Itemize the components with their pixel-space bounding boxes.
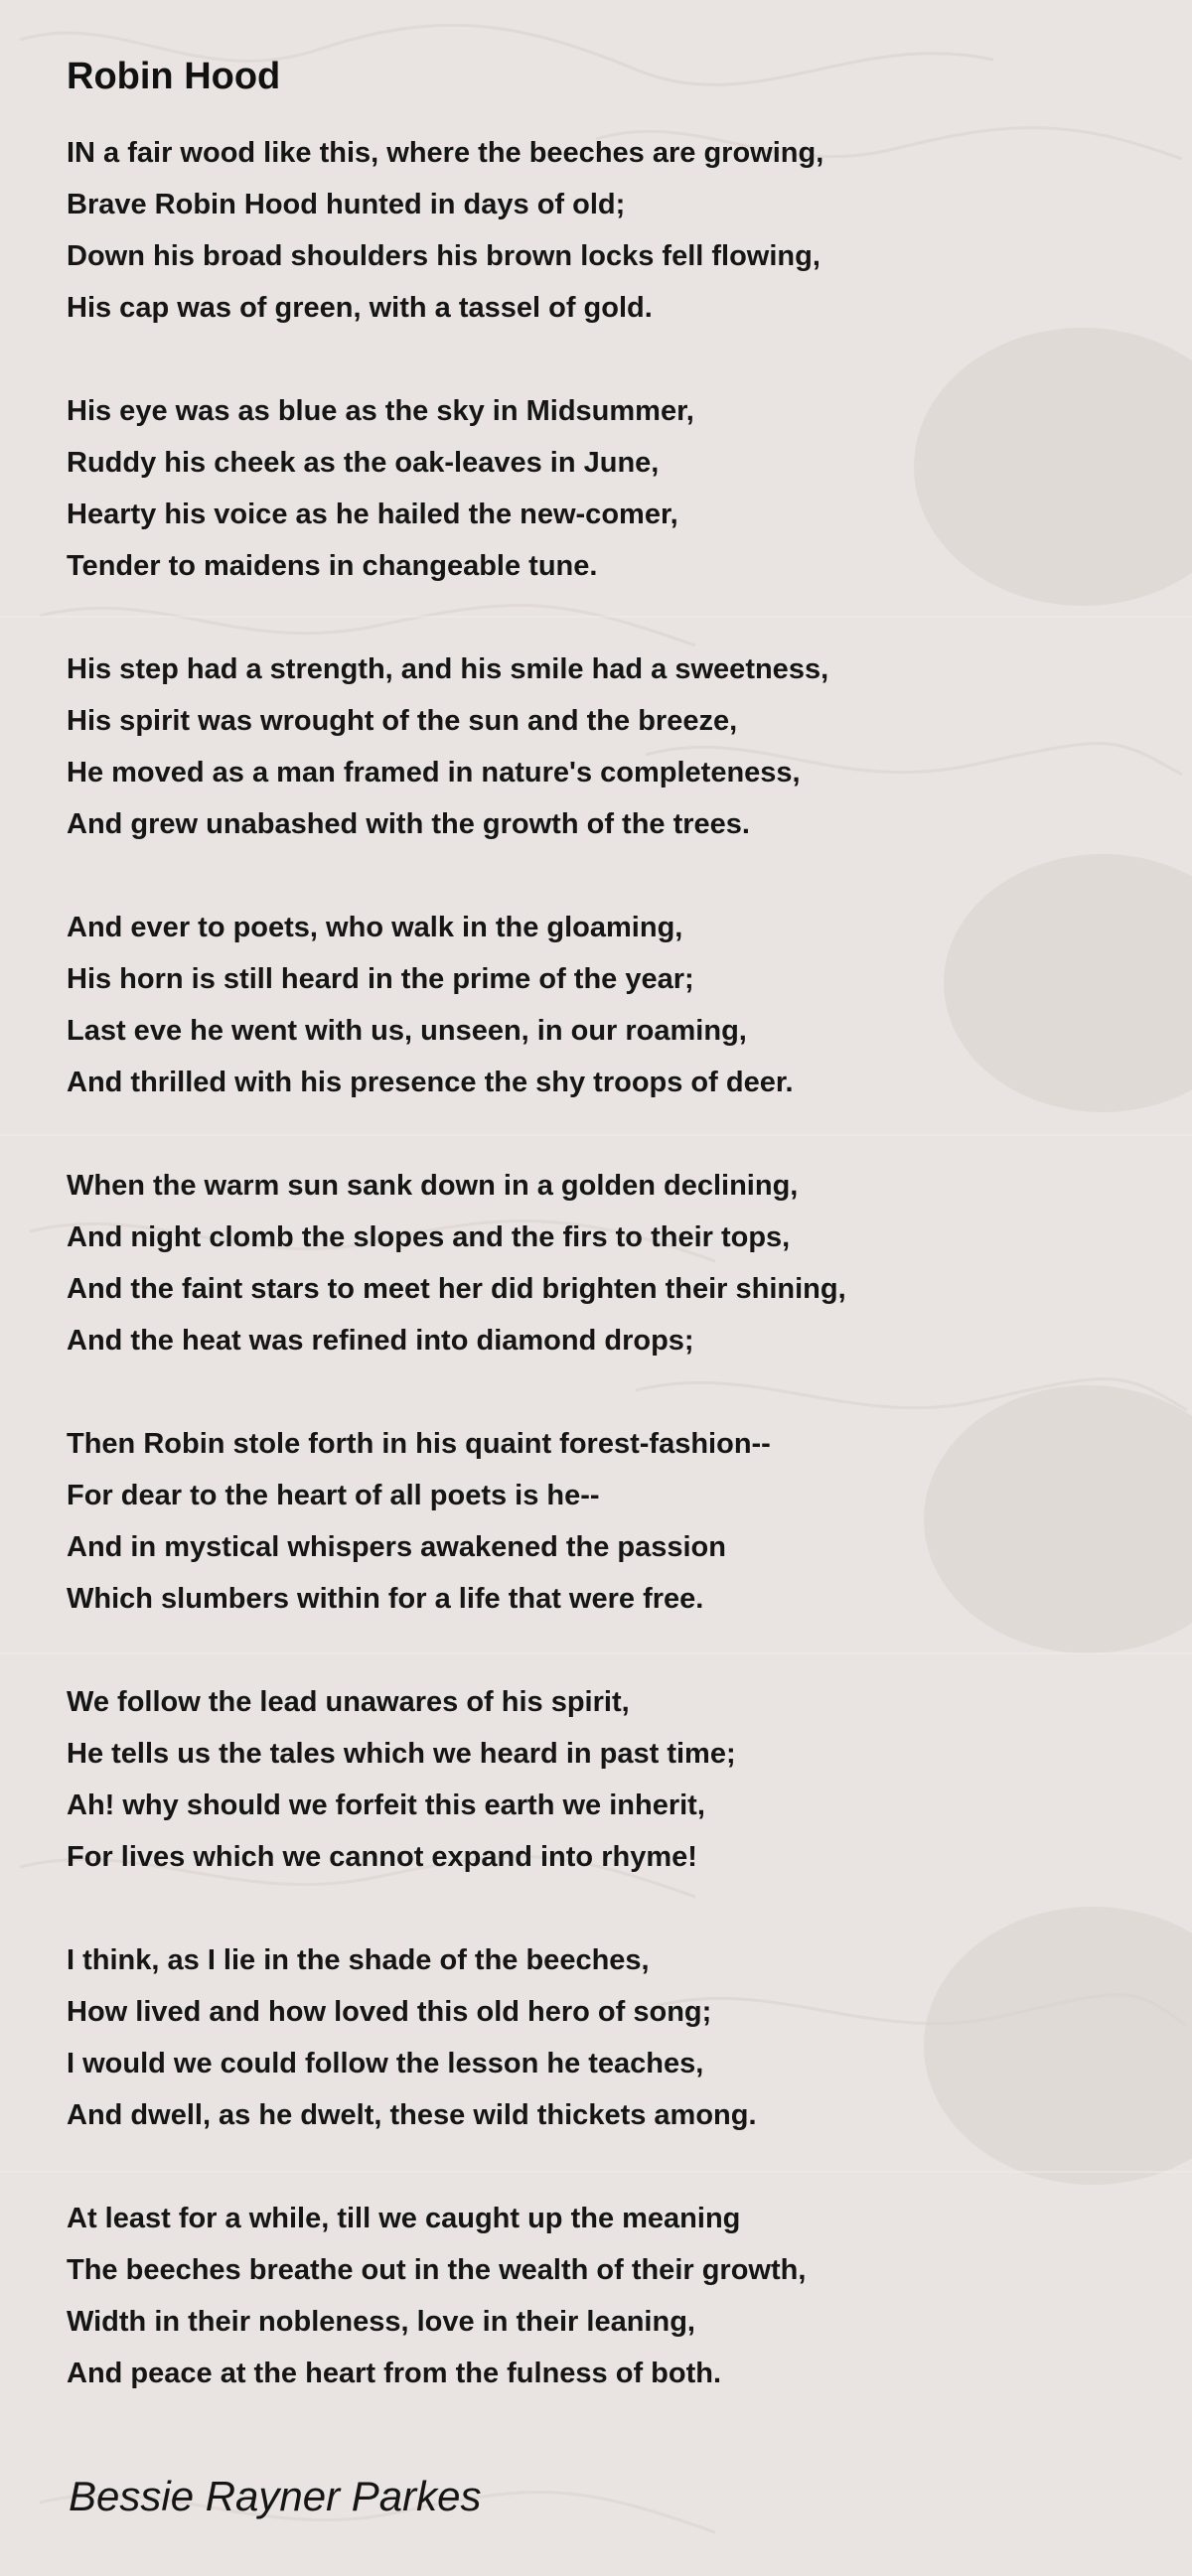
- stanza: [67, 1934, 1139, 2141]
- poem-line: I would we could follow the lesson he teaches,: [67, 2048, 704, 2079]
- poem-line: Ah! why should we forfeit this earth we inherit,: [67, 1789, 705, 1821]
- poem-line: Last eve he went with us, unseen, in our roaming,: [67, 1015, 747, 1047]
- stanza: [67, 644, 1139, 850]
- poem-line: And thrilled with his presence the shy troops of deer.: [67, 1067, 794, 1098]
- poem-line: Which slumbers within for a life that were free.: [67, 1583, 704, 1615]
- poem-author: Bessie Rayner Parkes: [69, 2473, 482, 2519]
- poem-line: And the faint stars to meet her did brighten their shining,: [67, 1273, 846, 1305]
- stanza: [67, 902, 1139, 1108]
- poem-line: Down his broad shoulders his brown locks fell flowing,: [67, 240, 820, 272]
- poem-content: [67, 50, 1139, 2399]
- poem-line: His spirit was wrought of the sun and the breeze,: [67, 705, 738, 737]
- poem-line: Hearty his voice as he hailed the new-comer,: [67, 499, 678, 530]
- stanza: [67, 127, 1139, 334]
- poem-line: Brave Robin Hood hunted in days of old;: [67, 189, 626, 220]
- stanza: [67, 1160, 1139, 1366]
- poem-line: Then Robin stole forth in his quaint forest-fashion--: [67, 1428, 771, 1460]
- poem-line: I think, as I lie in the shade of the beeches,: [67, 1944, 650, 1976]
- poem-line: When the warm sun sank down in a golden declining,: [67, 1170, 799, 1202]
- poem-line: And the heat was refined into diamond drops;: [67, 1325, 694, 1357]
- poem-line: His step had a strength, and his smile had a sweetness,: [67, 653, 829, 685]
- poem-line: IN a fair wood like this, where the beeches are growing,: [67, 137, 824, 169]
- poem-line: For lives which we cannot expand into rhyme!: [67, 1841, 697, 1873]
- poem-line: We follow the lead unawares of his spirit,: [67, 1686, 630, 1718]
- poem-line: And peace at the heart from the fulness of both.: [67, 2358, 722, 2389]
- poem-line: His eye was as blue as the sky in Midsummer,: [67, 395, 694, 427]
- poem-line: At least for a while, till we caught up the meaning: [67, 2203, 741, 2234]
- poem-line: Tender to maidens in changeable tune.: [67, 550, 598, 582]
- poem-line: His horn is still heard in the prime of the year;: [67, 963, 694, 995]
- poem-line: Ruddy his cheek as the oak-leaves in June,: [67, 447, 660, 479]
- stanza: [67, 1676, 1139, 1883]
- stanza: [67, 2193, 1139, 2399]
- poem-line: His cap was of green, with a tassel of gold.: [67, 292, 653, 324]
- poem-line: Width in their nobleness, love in their leaning,: [67, 2306, 695, 2338]
- poem-line: And night clomb the slopes and the firs to their tops,: [67, 1221, 791, 1253]
- stanza: [67, 1418, 1139, 1625]
- poem-line: And in mystical whispers awakened the passion: [67, 1531, 726, 1563]
- stanza: [67, 385, 1139, 592]
- poem-line: The beeches breathe out in the wealth of their growth,: [67, 2254, 807, 2286]
- poem-line: And dwell, as he dwelt, these wild thickets among.: [67, 2099, 757, 2131]
- poem-line: How lived and how loved this old hero of song;: [67, 1996, 712, 2028]
- poem-line: And ever to poets, who walk in the gloaming,: [67, 912, 683, 943]
- poem-line: For dear to the heart of all poets is he--: [67, 1480, 600, 1511]
- poem-title: Robin Hood: [67, 56, 281, 97]
- poem-line: He tells us the tales which we heard in past time;: [67, 1738, 736, 1770]
- poem-line: He moved as a man framed in nature's completeness,: [67, 757, 801, 788]
- poem-line: And grew unabashed with the growth of the trees.: [67, 808, 750, 840]
